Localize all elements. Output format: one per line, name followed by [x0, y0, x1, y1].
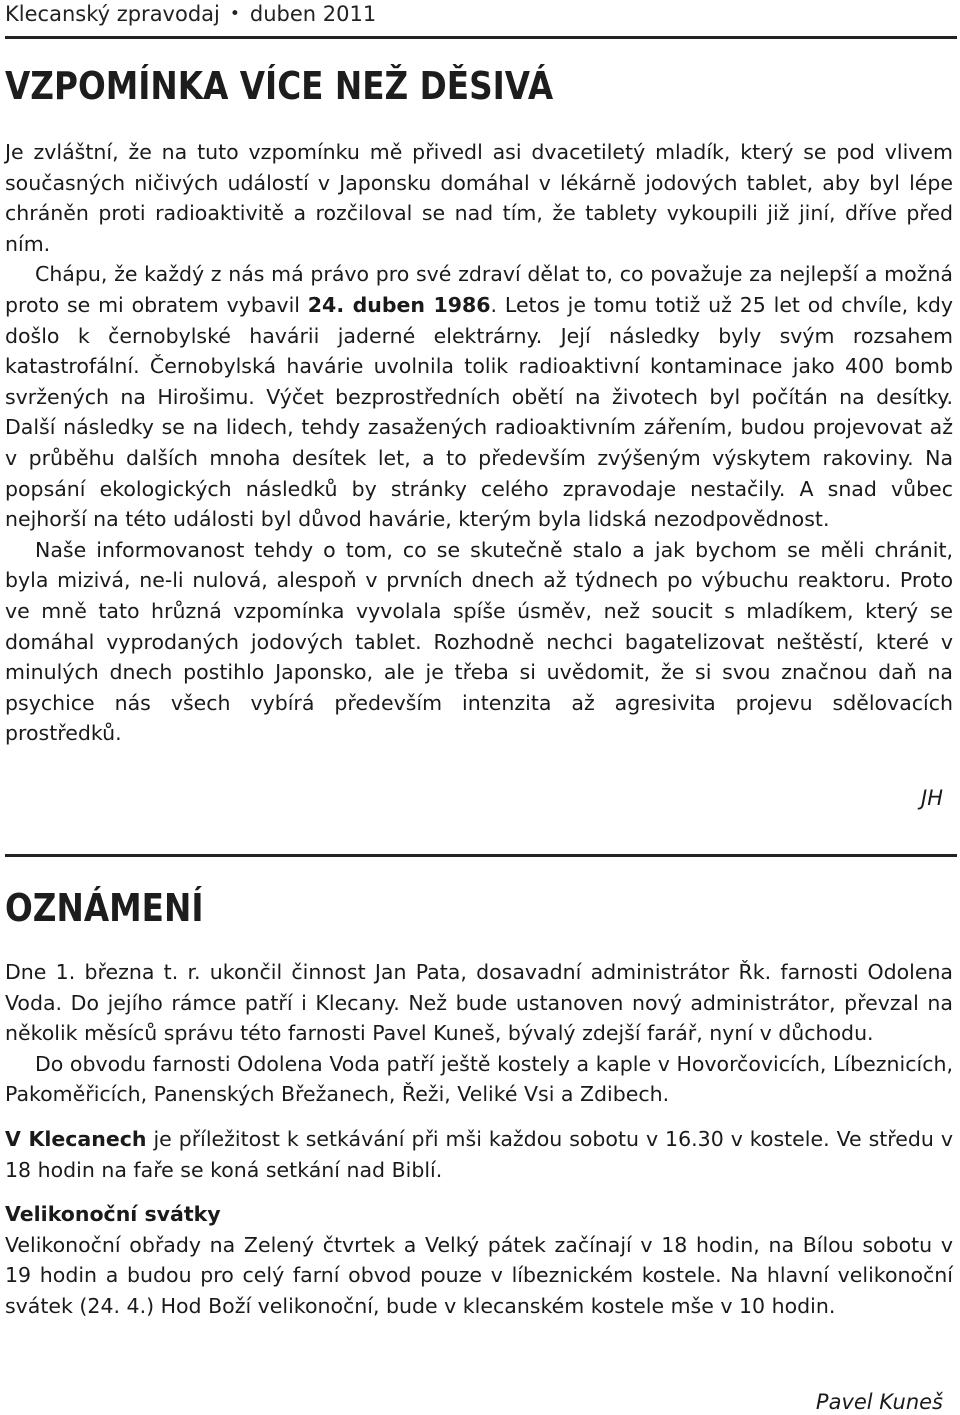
publication-name: Klecanský zpravodaj	[5, 2, 220, 26]
header-rule	[5, 36, 957, 39]
paragraph: V Klecanech je příležitost k setkávání při mši každou sobotu v 16.30 v kostele. Ve středu v 18 hodin na faře se koná setkání nad Biblí.	[5, 1126, 953, 1182]
paragraph: Do obvodu farnosti Odolena Voda patří ještě kostely a kaple v Hovorčovicích, Líbeznicích, Pakoměřicích, Panenských Břežanech, Řeži, Veliké Vsi a Zdibech.	[5, 1051, 953, 1107]
location-label: V Klecanech	[5, 1126, 147, 1151]
announcement-body	[5, 957, 953, 1322]
issue-date: duben 2011	[249, 2, 377, 26]
running-header	[5, 2, 376, 26]
paragraph: Dne 1. března t. r. ukončil činnost Jan Pata, dosavadní administrátor Řk. farnosti Odolena Voda. Do jejího rámce patří i Klecany. Než bude ustanoven nový administrátor, převzal na několik měsíců správu této farnosti Pavel Kuneš, bývalý zdejší farář, nyní v důchodu.	[5, 960, 953, 1046]
header-separator: •	[229, 4, 240, 24]
paragraph: Chápu, že každý z nás má právo pro své zdraví dělat to, co považuje za nejlepší a možná proto se mi obratem vybavil 24. duben 1986. Letos je tomu totiž už 25 let od chvíle, kdy došlo k černobylské havárii jaderné elektrárny. Její následky byly svým rozsahem katastrofální. Černobylská havárie uvolnila tolik radioaktivní kontaminace jako 400 bomb svržených na Hirošimu. Výčet bezprostředních obětí na životech byl počítán na desítky. Další následky se na lidech, tehdy zasažených radioaktivním zářením, budou projevovat až v průběhu dalších mnoha desítek let, a to především zvýšeným výskytem rakoviny. Na popsání ekologických následků by stránky celého zpravodaje nestačily. A snad vůbec nejhorší na této události byl důvod havárie, kterým byla lidská nezodpovědnost.	[5, 262, 953, 532]
subheading: Velikonoční svátky	[5, 1202, 221, 1227]
paragraph: Naše informovanost tehdy o tom, co se skutečně stalo a jak bychom se měli chránit, byla mizivá, ne-li nulová, alespoň v prvních dnech až týdnech po výbuchu reaktoru. Proto ve mně tato hrůzná vzpomínka vyvolala spíše úsměv, než soucit s mladíkem, který se domáhal vyprodaných jodových tablet. Rozhodně nechci bagatelizovat neštěstí, které v minulých dnech postihlo Japonsko, ale je třeba si uvědomit, že si svou značnou daň na psychice nás všech vybírá především intenzita až agresivita projevu sdělovacích prostředků.	[5, 537, 953, 746]
paragraph: Velikonoční obřady na Zelený čtvrtek a Velký pátek začínají v 18 hodin, na Bílou sobotu v 19 hodin a budou pro celý farní obvod pouze v líbeznickém kostele. Na hlavní velikonoční svátek (24. 4.) Hod Boží velikonoční, bude v klecanském kostele mše v 10 hodin.	[5, 1232, 953, 1318]
section-divider	[5, 854, 957, 857]
article-body	[5, 137, 953, 749]
highlighted-date: 24. duben 1986	[307, 292, 491, 317]
article-title: VZPOMÍNKA VÍCE NEŽ DĚSIVÁ	[5, 64, 554, 108]
author-signature: JH	[921, 786, 943, 810]
paragraph: Je zvláštní, že na tuto vzpomínku mě přivedl asi dvacetiletý mladík, který se pod vlivem současných ničivých událostí v Japonsku domáhal v lékárně jodových tablet, aby byl lépe chráněn proti radioaktivitě a rozčiloval se nad tím, že tablety vykoupili již jiní, dříve před ním.	[5, 140, 953, 256]
author-signature: Pavel Kuneš	[815, 1390, 943, 1414]
announcement-title: OZNÁMENÍ	[5, 886, 204, 930]
